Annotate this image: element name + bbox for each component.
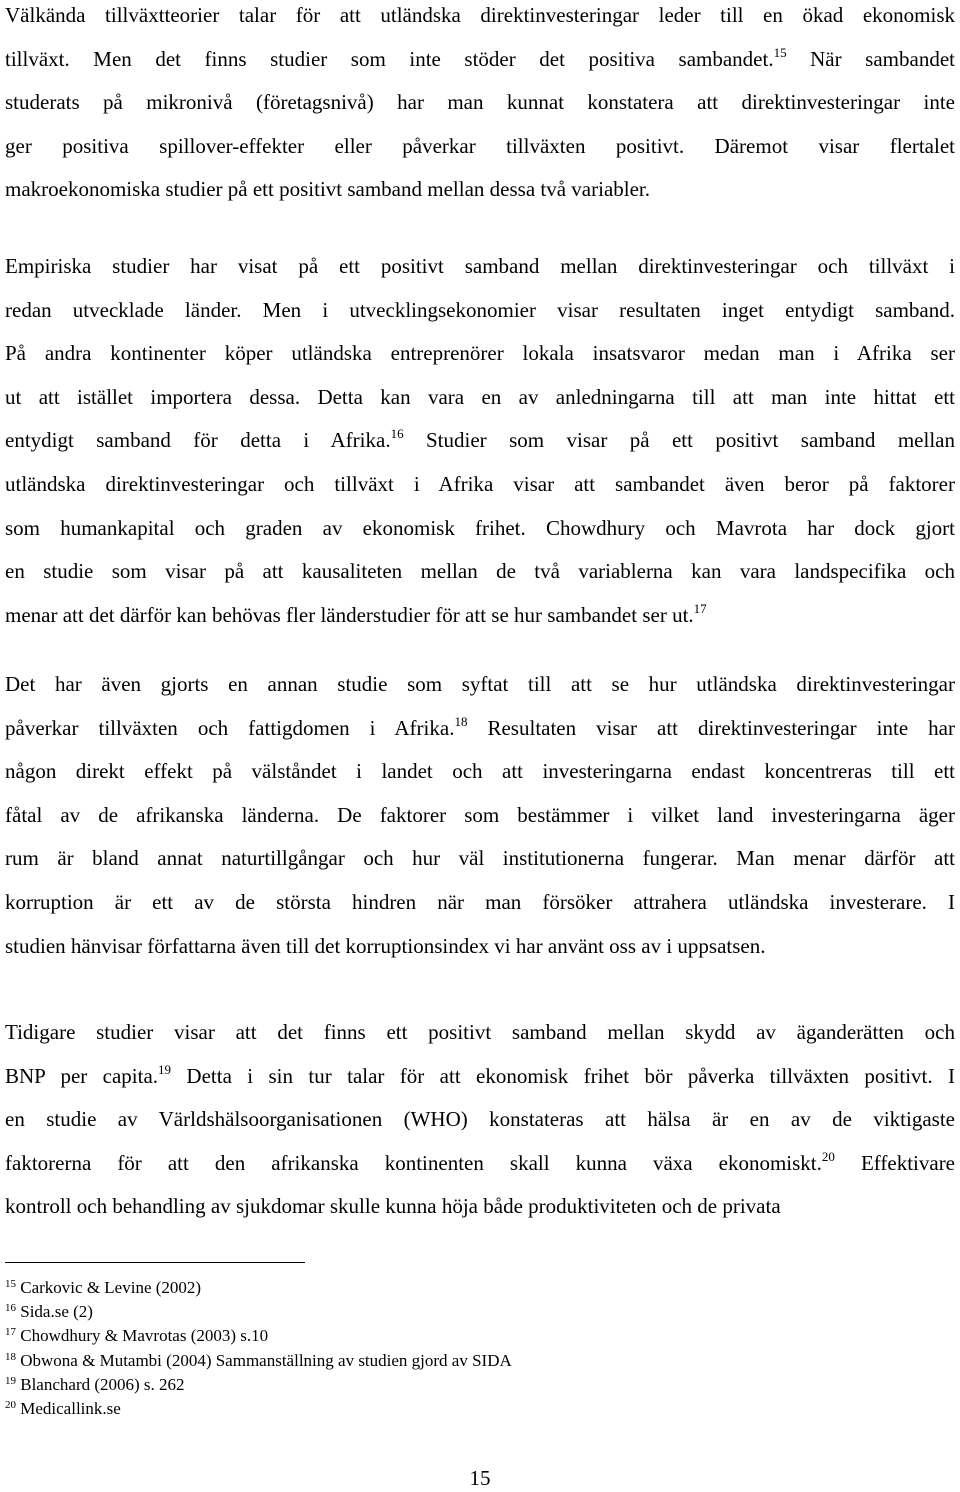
text-line — [5, 463, 955, 507]
text-line — [5, 594, 955, 638]
footnote-number: 17 — [5, 1326, 16, 1339]
text-run: Detta i sin tur talar för att ekonomisk frihet bör påverka tillväxten positivt. I — [171, 1063, 955, 1088]
text-run: menar att det därför kan behövas fler länderstudier för att se hur sambandet ser ut. — [5, 602, 694, 627]
footnote-number: 18 — [5, 1350, 16, 1363]
text-line — [5, 125, 955, 169]
footnote-text: Blanchard (2006) s. 262 — [20, 1374, 185, 1394]
text-run: entydigt samband för detta i Afrika. — [5, 428, 391, 453]
text-run: ut att istället importera dessa. Detta kan vara en av anledningarna till att man inte hittat ett — [5, 384, 955, 409]
text-run: Studier som visar på ett positivt samband mellan — [403, 428, 955, 453]
page-number: 15 — [469, 1466, 491, 1490]
text-line — [5, 1185, 955, 1229]
footnote-number: 16 — [5, 1302, 16, 1315]
text-line — [5, 38, 955, 82]
text-run: korruption är ett av de största hindren när man försöker attrahera utländska investerare. I — [5, 889, 955, 914]
text-run: någon direkt effekt på välståndet i landet och att investeringarna endast koncentreras till ett — [5, 759, 955, 784]
text-line — [5, 1142, 955, 1186]
text-run: När sambandet — [786, 46, 955, 71]
footnote-separator — [5, 1262, 305, 1263]
footnote-text: Medicallink.se — [20, 1399, 121, 1419]
text-line — [5, 750, 955, 794]
text-run: redan utvecklade länder. Men i utvecklingsekonomier visar resultaten inget entydigt samband. — [5, 297, 955, 322]
footnote-item — [5, 1300, 512, 1324]
footnote-reference[interactable]: 17 — [693, 600, 707, 616]
text-run: påverkar tillväxten och fattigdomen i Afrika. — [5, 715, 455, 740]
text-run: en studie som visar på att kausaliteten mellan de två variablerna kan vara landspecifika och — [5, 559, 955, 584]
text-run: kontroll och behandling av sjukdomar skulle kunna höja både produktiviteten och de privata — [5, 1194, 781, 1219]
footnote-reference[interactable]: 15 — [773, 44, 787, 60]
text-run: På andra kontinenter köper utländska entreprenörer lokala insatsvaror medan man i Afrika ser — [5, 341, 955, 366]
text-run: fåtal av de afrikanska länderna. De faktorer som bestämmer i vilket land investeringarna äger — [5, 802, 955, 827]
text-run: Resultaten visar att direktinvesteringar inte har — [467, 715, 955, 740]
text-line — [5, 245, 955, 289]
text-run: tillväxt. Men det finns studier som inte stöder det positiva sambandet. — [5, 46, 774, 71]
footnote-reference[interactable]: 19 — [158, 1061, 172, 1077]
footnote-text: Carkovic & Levine (2002) — [20, 1278, 202, 1297]
footnote-reference[interactable]: 18 — [454, 713, 468, 729]
footnote-item — [5, 1397, 512, 1421]
footnote-item — [5, 1276, 512, 1300]
text-line — [5, 1098, 955, 1142]
text-run: makroekonomiska studier på ett positivt samband mellan dessa två variabler. — [5, 177, 651, 202]
text-line — [5, 376, 955, 420]
text-line — [5, 550, 955, 594]
text-run: Empiriska studier har visat på ett positivt samband mellan direktinvesteringar och tillväxt i — [5, 254, 955, 278]
text-line — [5, 168, 955, 212]
text-run: Det har även gjorts en annan studie som syftat till att se hur utländska direktinvesteringar — [5, 672, 955, 696]
footnote-reference[interactable]: 20 — [821, 1148, 835, 1164]
footnotes — [5, 1276, 512, 1421]
paragraph-1 — [5, 0, 955, 212]
footnote-number: 15 — [5, 1278, 16, 1290]
text-run: BNP per capita. — [5, 1063, 159, 1088]
footnote-item — [5, 1373, 512, 1397]
text-run: faktorerna för att den afrikanska kontinenten skall kunna växa ekonomiskt. — [5, 1150, 822, 1175]
text-run: som humankapital och graden av ekonomisk frihet. Chowdhury och Mavrota har dock gjort — [5, 515, 955, 540]
footnote-number: 20 — [5, 1399, 16, 1412]
footnote-item — [5, 1349, 512, 1373]
text-line — [5, 707, 955, 751]
text-run: rum är bland annat naturtillgångar och hur väl institutionerna fungerar. Man menar därför att — [5, 846, 955, 871]
footnote-text: Obwona & Mutambi (2004) Sammanställning av studien gjord av SIDA — [20, 1350, 512, 1370]
text-line — [5, 1011, 955, 1055]
text-run: studerats på mikronivå (företagsnivå) har man kunnat konstatera att direktinvesteringar inte — [5, 90, 955, 115]
text-line — [5, 0, 955, 38]
footnote-text: Sida.se (2) — [20, 1302, 93, 1322]
text-run: ger positiva spillover-effekter eller påverkar tillväxten positivt. Däremot visar flertalet — [5, 133, 955, 158]
text-run: Välkända tillväxtteorier talar för att utländska direktinvesteringar leder till en ökad ekonomisk — [5, 3, 955, 27]
text-run: Tidigare studier visar att det finns ett positivt samband mellan skydd av äganderätten och — [5, 1020, 955, 1044]
text-run: en studie av Världshälsoorganisationen (WHO) konstateras att hälsa är en av de viktigaste — [5, 1107, 955, 1132]
text-line — [5, 507, 955, 551]
text-line — [5, 332, 955, 376]
text-line — [5, 837, 955, 881]
footnote-reference[interactable]: 16 — [390, 426, 404, 442]
footnote-text: Chowdhury & Mavrotas (2003) s.10 — [20, 1326, 269, 1346]
text-run: utländska direktinvesteringar och tillväxt i Afrika visar att sambandet även beror på faktorer — [5, 471, 955, 496]
text-run: Effektivare — [834, 1150, 956, 1175]
text-line — [5, 1055, 955, 1099]
text-line — [5, 925, 955, 969]
text-run: studien hänvisar författarna även till det korruptionsindex vi har använt oss av i uppsatsen. — [5, 933, 766, 958]
footnote-number: 19 — [5, 1374, 16, 1387]
footnote-item — [5, 1324, 512, 1348]
text-line — [5, 881, 955, 925]
text-line — [5, 794, 955, 838]
text-line — [5, 419, 955, 463]
paragraph-3 — [5, 663, 955, 968]
paragraph-2 — [5, 245, 955, 637]
text-line — [5, 81, 955, 125]
text-line — [5, 663, 955, 707]
text-line — [5, 289, 955, 333]
paragraph-4 — [5, 1011, 955, 1229]
